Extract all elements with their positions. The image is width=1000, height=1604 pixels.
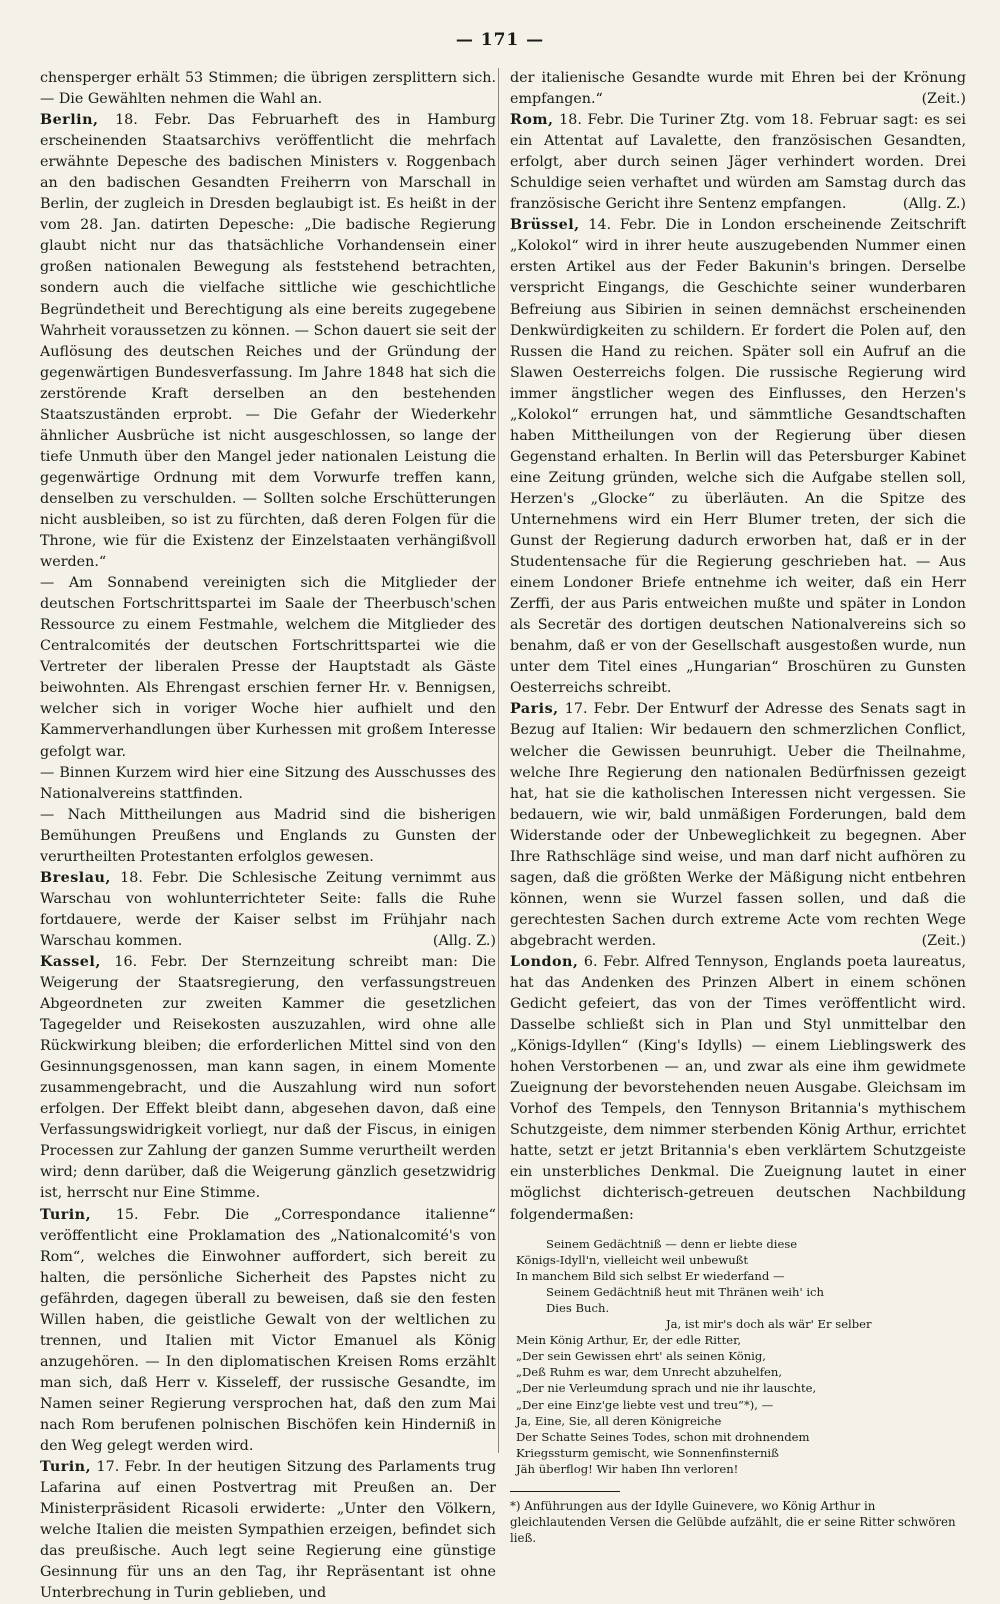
article-turin-17 [40,1457,496,1604]
dateline: Turin, [40,1459,92,1476]
poem-line: „Der eine Einz'ge liebte vest und treu“*), — [516,1397,774,1412]
source-attribution: (Allg. Z.) [432,932,496,949]
poem-line: „Der sein Gewissen ehrt' als seinen König, [516,1349,766,1364]
article-text: der italienische Gesandte wurde mit Ehren bei der Krönung empfangen.“ [510,70,966,108]
article-berlin [40,110,496,573]
article-paris [510,699,966,952]
article-text: Die in London erscheinende Zeitschrift „Kolokol“ wird in ihrer heute auszugebenden Nummer einen ersten Artikel aus der Feder Bakunin's bringen. Derselbe verspricht Eingangs, die Geschichte seiner wunderbaren Befreiung aus Sibirien in seinen demnächst erscheinenden Denkwürdigkeiten zu schildern. Er fordert die Polen auf, den Russen die Hand zu reichen. Später soll ein Aufruf an die Slawen Oesterreichs folgen. Die russische Regierung wird immer ängstlicher wegen des Einflusses, den Herzen's „Kolokol“ errungen hat, und sämmtliche Gesandtschaften haben Mittheilungen von der Regierung über diesen Gegenstand erhalten. In Berlin will das Petersburger Kabinet eine Zeitung gründen, welche sich die Aufgabe stellen soll, Herzen's „Glocke“ zu überläuten. An die Spitze des Unternehmens wird ein Herr Blumer treten, der sich die Gunst der Regierung dadurch erworben hat, daß er in der Studentensache für die Regierung geschrieben hat. — Aus einem Londoner Briefe entnehme ich weiter, daß ein Herr Zerffi, der aus Paris entweichen mußte und später in London als Secretär des dortigen deutschen Nationalvereins sich so benahm, daß er von der Gesellschaft ausgestoßen wurde, nun unter dem Titel eines „Hungarian“ Broschüren zu Gunsten Oesterreichs schreibt. [510,217,966,697]
article-kassel [40,952,496,1205]
article-turin-15 [40,1205,496,1458]
date: 17. Febr. [558,701,631,718]
column-divider [498,68,499,1453]
footnote: *) Anführungen aus der Idylle Guinevere, wo König Arthur in gleichlautenden Versen die Gelübde aufzählt, die er seine Ritter schwören ließ. [510,1498,956,1545]
poem-line: Seinem Gedächtniß heut mit Thränen weih' ich [546,1284,825,1299]
dateline: Rom, [510,112,554,129]
article-bruessel [510,215,966,699]
poem-line: Mein König Arthur, Er, der edle Ritter, [516,1333,742,1348]
date: 16. Febr. [100,953,188,970]
dateline: Berlin, [40,112,99,129]
poem [516,1236,966,1477]
poem-line: „Der nie Verleumdung sprach und nie ihr lauschte, [516,1381,817,1396]
left-column [40,68,496,1604]
date: 18. Febr. [110,869,189,886]
article-text: Die „Correspondance italienne“ veröffentlicht eine Proklamation des „Nationalcomité's von Rom“, welches die Einwohner auffordert, sich bereit zu halten, die persönliche Sicherheit des Papstes nicht zu gefährden, dagegen überall zu beweisen, daß sie den festen Willen haben, die geistliche Gewalt von der weltlichen zu trennen, und Italien mit Victor Emanuel als König anzugehören. — In den diplomatischen Kreisen Roms erzählt man sich, daß Herr v. Kisseleff, der russische Gesandte, im Namen seiner Regierung versprochen hat, daß den zum Mai nach Rom berufenen polnischen Bischöfen kein Hinderniß in den Weg gelegt werden wird. [40,1206,496,1455]
date: 17. Febr. [91,1459,162,1476]
poem-line: Kriegssturm gemischt, wie Sonnenfinsterniß [516,1445,779,1460]
article-breslau [40,868,496,952]
article-text: Der Entwurf der Adresse des Senats sagt in Bezug auf Italien: Wir bedauern den schmerzlichen Conflict, welcher die Gewissen beunruhigt. Ueber die Theilnahme, welche Ihre Regierung den nationalen Bedürfnissen gezeigt hat, hat sie die katholischen Interessen nicht vergessen. Sie bedauern, wie wir, bald unmäßigen Forderungen, bald dem Widerstande oder der Unbeweglichkeit zu begegnen. Aber Ihre Rathschläge sind weise, und man darf nicht aufhören zu sagen, daß die größten Werke der Mäßigung nicht entbehren können, wenn sie Wurzel fassen sollen, und daß die gerechtesten Sachen durch extreme Acte vom rechten Wege abgebracht werden. [510,701,966,949]
right-column [510,68,966,1546]
poem-line: Jäh überflog! Wir haben Ihn verloren! [516,1461,739,1476]
poem-line: Ja, ist mir's doch als wär' Er selber [666,1317,872,1332]
date: 6. Febr. [578,953,640,970]
paragraph: — Am Sonnabend vereinigten sich die Mitglieder der deutschen Fortschrittspartei im Saale der Theerbusch'schen Ressource zu einem Festmahle, welchem die Mitglieder des Centralcomités der deutschen Fortschrittspartei wie die Vertreter der liberalen Presse der Hauptstadt als Gäste beiwohnten. Als Ehrengast erschien ferner Hr. v. Bennigsen, welcher sich in voriger Woche hier aufhielt und den Kammerverhandlungen über Kurhessen mit großem Interesse gefolgt war. [40,575,496,760]
article-text: Das Februarheft des in Hamburg erscheinenden Staatsarchivs veröffentlicht die mehrfach erwähnte Depesche des badischen Ministers v. Roggenbach an den badischen Gesandten Freiherrn von Marschall in Berlin, der zugleich in Dresden beglaubigt ist. Es heißt in der vom 28. Jan. datirten Depesche: „Die badische Regierung glaubt nicht nur das thatsächliche Vorhandensein einer großen nationalen Bewegung als feststehend betrachten, sondern auch die vielfache sittliche wie geschichtliche Begründetheit und Berechtigung als eine bereits zugegebene Wahrheit voraussetzen zu können. — Schon dauert sie seit der Auflösung des deutschen Reiches und der Gründung der gegenwärtigen Bundesverfassung. Im Jahre 1848 hat sich die zerstörende Kraft derselben an den bestehenden Staatszuständen erprobt. — Die Gefahr der Wiederkehr ähnlicher Ausbrüche ist nicht ausgeschlossen, so lange der tiefe Unmuth über den Mangel jeder nationalen Leistung die gegenwärtige Ordnung mit dem Vorwurfe treffen kann, denselben zu verschulden. — Sollten solche Erschütterungen nicht ausbleiben, so ist zu fürchten, daß deren Folgen für die Throne, wie für die Existenz der Einzelstaaten verhängißvoll werden.“ [40,112,497,571]
source-attribution: (Zeit.) [921,91,966,108]
poem-line: Königs-Idyll'n, vielleicht weil unbewußt [516,1252,749,1267]
dateline: Breslau, [40,869,111,886]
page-number: — 171 — [455,30,545,50]
poem-line: Dies Buch. [546,1300,610,1315]
paragraph: — Binnen Kurzem wird hier eine Sitzung des Ausschusses des Nationalvereins stattfinden. [40,764,496,802]
poem-line: „Deß Ruhm es war, dem Unrecht abzuhelfen, [516,1365,783,1380]
date: 18. Febr. [98,112,192,129]
source-attribution: (Zeit.) [921,932,966,949]
article-text: Der Sternzeitung schreibt man: Die Weigerung der Staatsregierung, den verfassungstreuen Abgeordneten zur zweiten Kammer die gesetzlichen Tagegelder und Reisekosten auszuzahlen, wird ohne alle Rückwirkung bleiben; die erforderlichen Mittel sind von den Gesinnungsgenossen, man kann sagen, in einem Momente zusammengebracht, und die Auszahlung wird nun sofort erfolgen. Der Effekt bleibt dann, abgesehen davon, daß eine Verfassungswidrigkeit vorliegt, nur daß der Fiscus, in einigen Processen zur Zahlung der ganzen Summe verurtheilt werden wird; denn darüber, daß die Weigerung gänzlich gesetzwidrig ist, herrscht nur Eine Stimme. [40,953,496,1202]
date: 14. Febr. [579,217,657,234]
date: 15. Febr. [91,1206,200,1223]
footnote-rule [510,1491,620,1492]
poem-line: Der Schatte Seines Todes, schon mit drohnendem [516,1429,810,1444]
dateline: Paris, [510,701,559,718]
source-attribution: (Allg. Z.) [902,196,966,213]
dateline: Brüssel, [510,217,580,234]
paragraph: chensperger erhält 53 Stimmen; die übrigen zersplittern sich. — Die Gewählten nehmen die Wahl an. [40,70,496,108]
poem-line: Seinem Gedächtniß — denn er liebte diese [546,1236,798,1251]
article-london [510,952,966,1226]
paragraph: — Nach Mittheilungen aus Madrid sind die bisherigen Bemühungen Preußens und Englands zu Gunsten der verurtheilten Protestanten erfolglos gewesen. [40,806,496,865]
article-rom [510,110,966,215]
article-text: Alfred Tennyson, Englands poeta laureatus, hat das Andenken des Prinzen Albert in einem schönen Gedicht gefeiert, das von der Times veröffentlicht wird. Dasselbe schließt sich in Plan und Styl unmittelbar den „Königs-Idyllen“ (King's Idylls) — einem Lieblingswerk des hohen Verstorbenen — an, und zwar als eine ihm gewidmete Zueignung der bevorstehenden neuen Ausgabe. Gleichsam im Vorhof des Tempels, den Tennyson Britannia's mythischem Schutzgeiste, dem nimmer sterbenden König Arthur, errichtet hatte, setzt er jetzt Britannia's eben verklärtem Schutzgeiste ein unsterbliches Denkmal. Die Zueignung lautet in einer möglichst dichterisch-getreuen deutschen Nachbildung folgendermaßen: [510,953,966,1223]
dateline: Kassel, [40,953,101,970]
article-text: Die Turiner Ztg. vom 18. Februar sagt: es sei ein Attentat auf Lavalette, den französischen Gesandten, erfolgt, aber durch seinen Jäger verhindert worden. Drei Schuldige seien verhaftet und würden am Samstag durch das französische Gericht ihre Sentenz empfangen. [510,112,966,213]
dateline: London, [510,953,579,970]
poem-line: Ja, Eine, Sie, all deren Königreiche [516,1413,722,1428]
article-text: Die Schlesische Zeitung vernimmt aus Warschau von wohlunterrichteter Seite: falls die Ruhe fortdauere, werde der Kaiser selbst im Frühjahr nach Warschau kommen. [40,869,497,949]
date: 18. Febr. [553,112,625,129]
article-text: In der heutigen Sitzung des Parlaments trug Lafarina auf einen Postvertrag mit Preußen an. Der Ministerpräsident Ricasoli erwiderte: „Unter den Völkern, welche Italien die meisten Sympathien erzeigen, befindet sich das preußische. Auch legt seine Regierung eine günstige Gesinnung für uns an den Tag, ihr Repräsentant ist ohne Unterbrechung in Turin geblieben, und [40,1459,496,1602]
poem-line: In manchem Bild sich selbst Er wiederfand — [516,1268,785,1283]
dateline: Turin, [40,1206,92,1223]
paragraph [510,68,966,110]
